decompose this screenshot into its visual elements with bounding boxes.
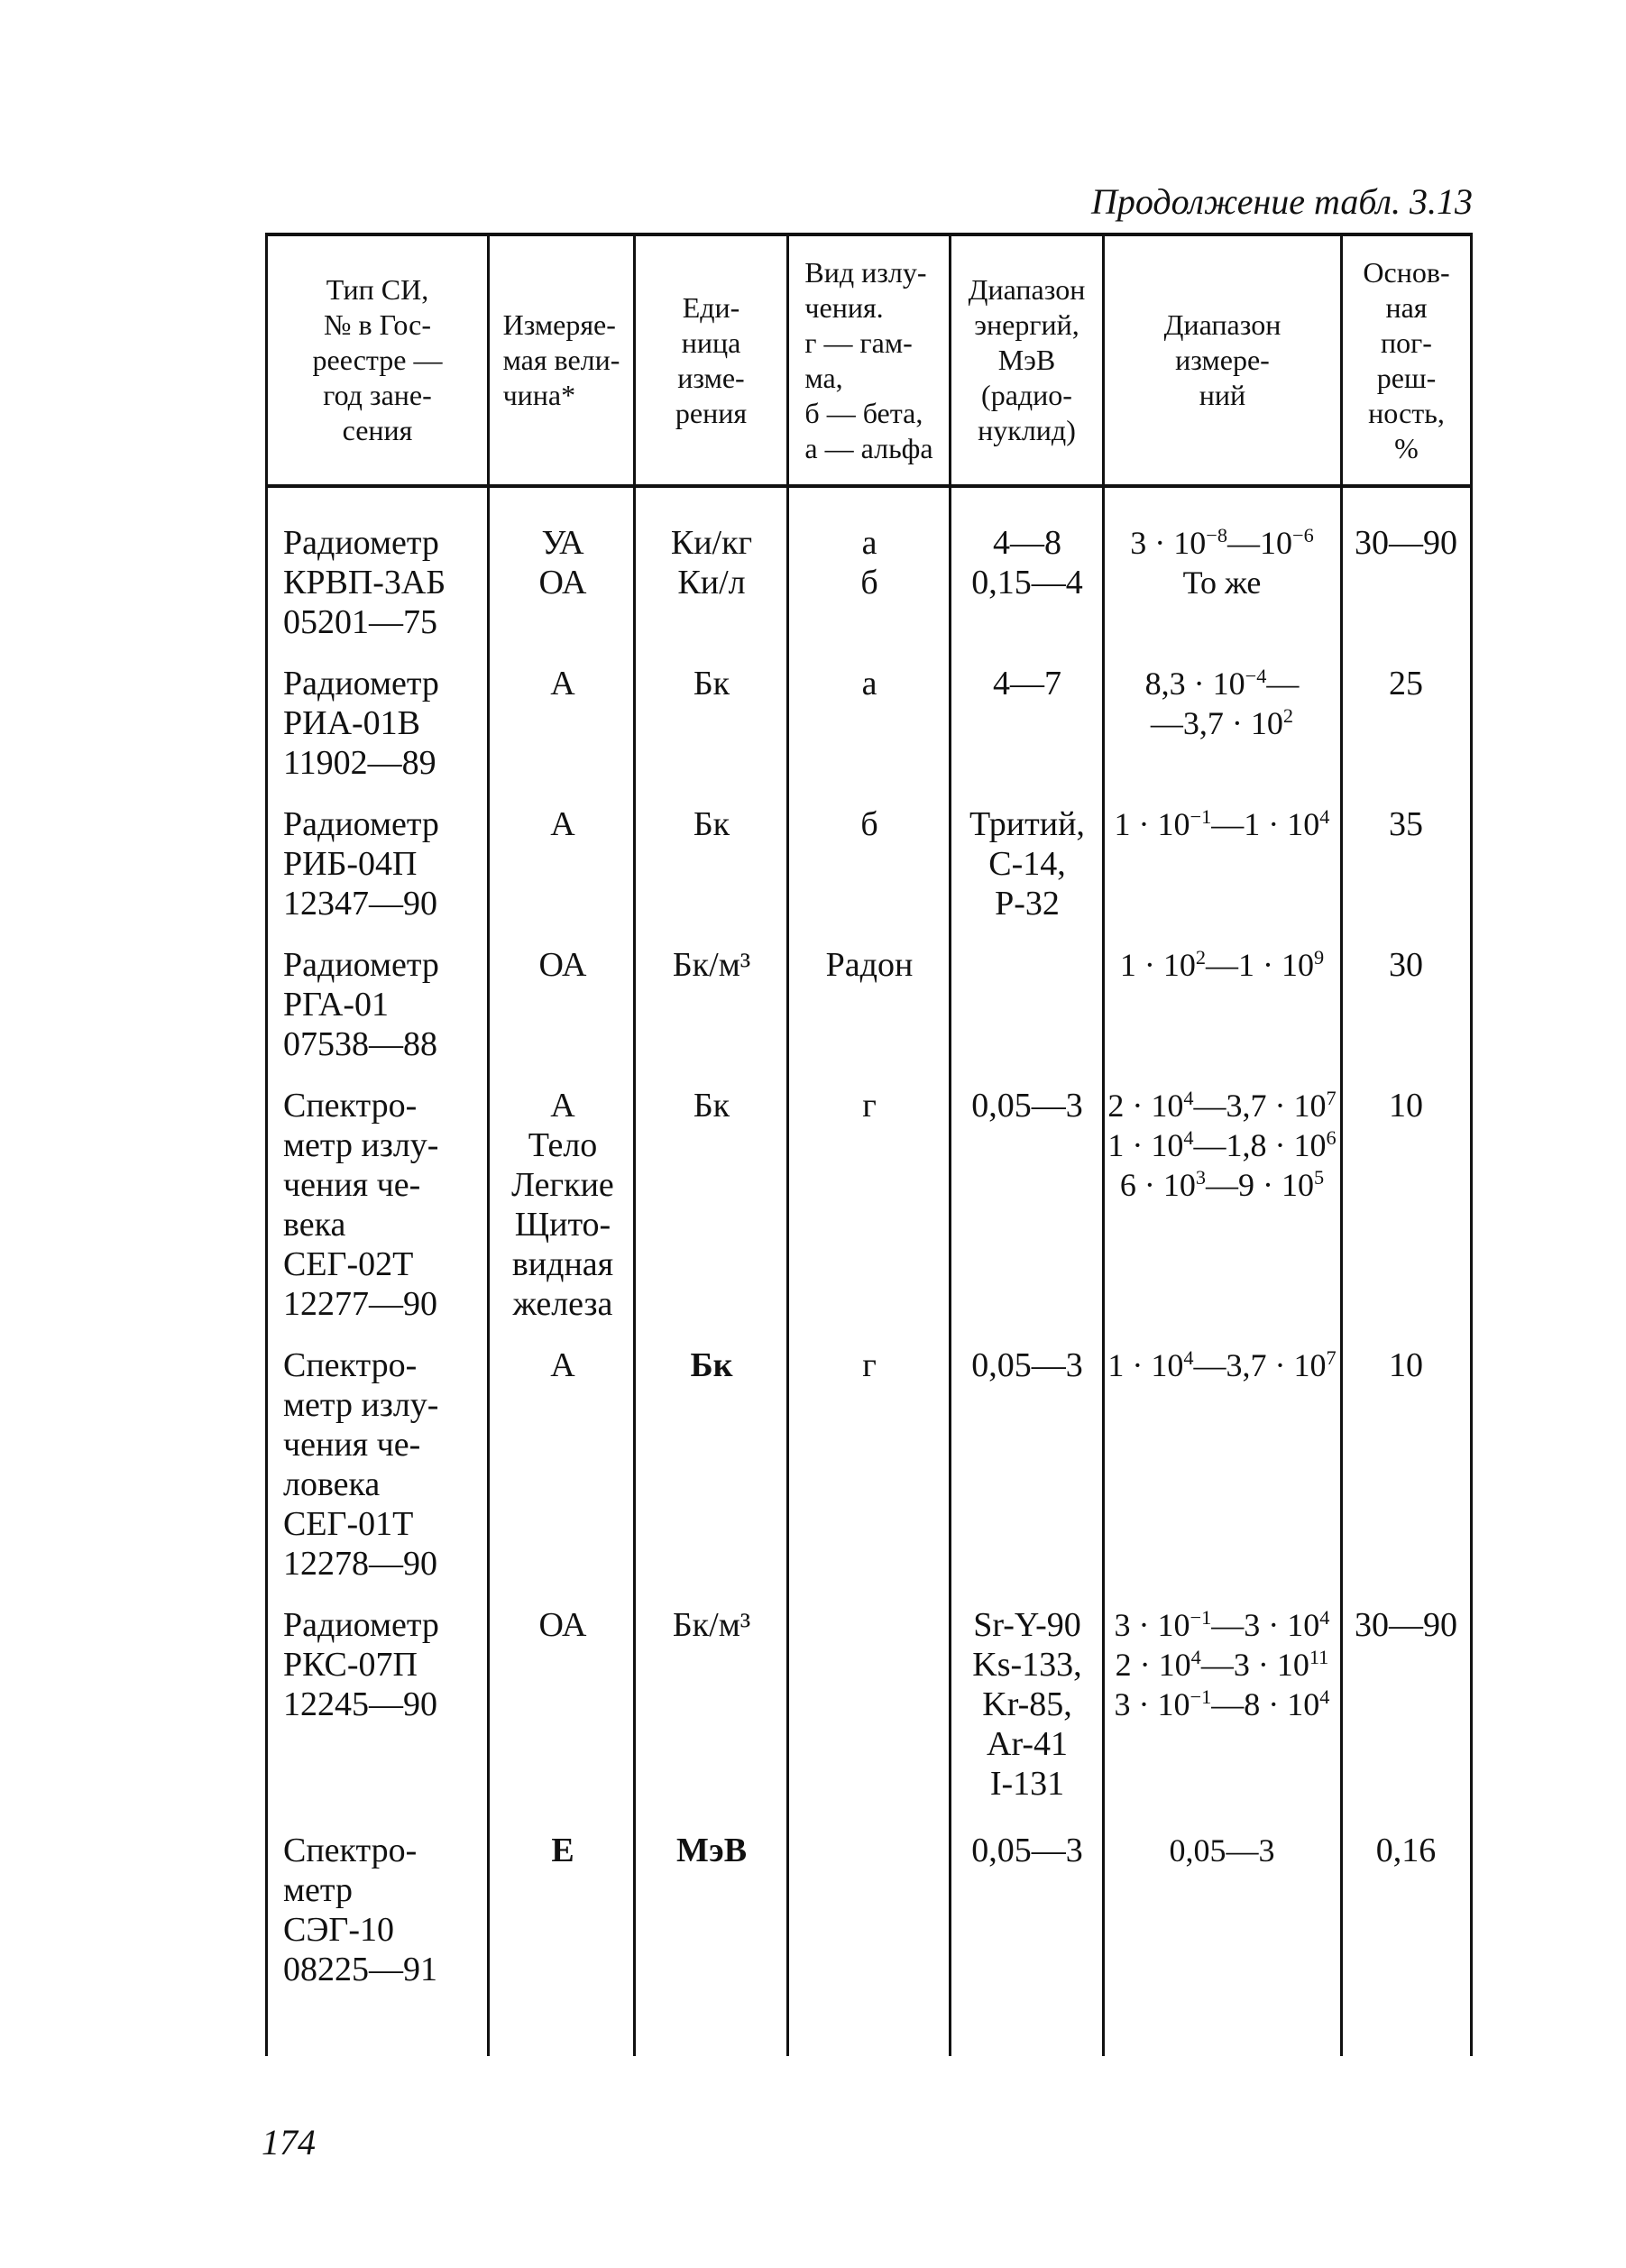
cell-measurement-range [1106, 523, 1338, 602]
column-rule-left [265, 233, 268, 2056]
header-bottom-rule [265, 484, 1473, 488]
cell-basic-error: 10 [1389, 1346, 1423, 1384]
range-text: —1,8 · 10 [1193, 1127, 1327, 1163]
cell-energy-range: Тритий, С-14, Р-32 [969, 805, 1085, 923]
cell-measured-value: УА ОА [538, 524, 587, 601]
cell-energy-range: 4—7 [993, 665, 1061, 702]
exponent: 4 [1183, 1346, 1194, 1369]
cell-measured-value: А [550, 1346, 575, 1384]
header-measurement-range: Диапазон измере- ний [1163, 308, 1282, 411]
range-text: 3 · 10 [1114, 1686, 1190, 1722]
exponent: 5 [1314, 1166, 1325, 1189]
range-text: 6 · 10 [1119, 1167, 1196, 1203]
range-line [1106, 1645, 1338, 1685]
cell-unit: МэВ [675, 1832, 748, 1869]
exponent: 4 [1319, 1606, 1330, 1629]
exponent: −1 [1190, 805, 1212, 828]
cell-energy-range: 0,05—3 [971, 1346, 1083, 1384]
exponent: −1 [1190, 1606, 1212, 1629]
cell-measurement-range [1106, 664, 1338, 743]
range-text: — [1266, 666, 1300, 702]
exponent: −4 [1245, 665, 1267, 687]
exponent: 4 [1183, 1126, 1194, 1149]
cell-unit: Бк/м³ [672, 946, 751, 984]
range-text: —9 · 10 [1206, 1167, 1314, 1203]
exponent: 4 [1190, 1646, 1201, 1668]
cell-radiation-type: б [860, 805, 878, 843]
column-rule-right [1470, 233, 1473, 2056]
cell-measured-value: ОА [538, 946, 587, 984]
cell-unit: Бк/м³ [672, 1606, 751, 1644]
range-line [1106, 804, 1338, 844]
range-line [1106, 1831, 1338, 1870]
range-line [1106, 523, 1338, 563]
cell-energy-range: 0,05—3 [971, 1087, 1083, 1125]
cell-unit: Бк [690, 1346, 733, 1384]
cell-measurement-range [1106, 1605, 1338, 1724]
cell-energy-range: 0,05—3 [971, 1832, 1083, 1869]
cell-basic-error: 30 [1389, 946, 1423, 984]
range-text: —3,7 · 10 [1193, 1088, 1327, 1124]
range-text: —10 [1227, 525, 1292, 561]
range-text: 8,3 · 10 [1144, 666, 1245, 702]
range-text: 1 · 10 [1114, 806, 1190, 842]
range-line [1106, 703, 1338, 743]
cell-basic-error: 0,16 [1375, 1832, 1437, 1869]
cell-basic-error: 30—90 [1355, 1606, 1457, 1644]
exponent: −8 [1206, 524, 1227, 546]
exponent: 2 [1195, 946, 1206, 969]
range-line [1106, 945, 1338, 985]
header-measured-value: Измеряе- мая вели- чина* [502, 308, 620, 411]
range-text: 0,05—3 [1169, 1832, 1275, 1869]
header-radiation-type: Вид излу- чения. г — гам- ма, б — бета, а — альфа [804, 255, 933, 464]
range-text: —1 · 10 [1211, 806, 1320, 842]
exponent: 7 [1326, 1087, 1337, 1109]
cell-radiation-type: а б [860, 524, 878, 601]
cell-instrument: Радиометр РГА-01 07538—88 [283, 946, 439, 1063]
range-line [1106, 1685, 1338, 1724]
cell-instrument: Радиометр КРВП-3АБ 05201—75 [283, 524, 446, 641]
header-unit: Еди- ница изме- рения [675, 290, 748, 429]
header-basic-error: Основ- ная пог- реш- ность, % [1363, 255, 1450, 464]
cell-measurement-range [1106, 1345, 1338, 1385]
exponent: 4 [1319, 1685, 1330, 1708]
exponent: −1 [1190, 1685, 1212, 1708]
range-line [1106, 1345, 1338, 1385]
cell-basic-error: 25 [1389, 665, 1423, 702]
range-text: —1 · 10 [1206, 947, 1314, 983]
cell-instrument: Радиометр РИА-01В 11902—89 [283, 665, 439, 782]
range-line [1106, 1165, 1338, 1205]
data-table [265, 233, 1473, 2056]
cell-radiation-type: а [861, 665, 877, 702]
exponent: 4 [1183, 1087, 1194, 1109]
header-energy-range: Диапазон энергий, МэВ (радио- нуклид) [968, 273, 1086, 446]
cell-basic-error: 30—90 [1355, 524, 1457, 562]
range-line [1106, 1125, 1338, 1165]
cell-unit: Ки/кг Ки/л [670, 524, 753, 601]
cell-unit: Бк [693, 665, 730, 702]
exponent: −6 [1292, 524, 1314, 546]
cell-instrument: Спектро- метр излу- чения че- века СЕГ-02Т 12277—90 [283, 1087, 439, 1323]
cell-instrument: Радиометр РИБ-04П 12347—90 [283, 805, 439, 923]
cell-measured-value: А [550, 665, 575, 702]
cell-measurement-range [1106, 945, 1338, 985]
cell-instrument: Радиометр РКС-07П 12245—90 [283, 1606, 439, 1723]
exponent: 9 [1314, 946, 1325, 969]
cell-measurement-range [1106, 1086, 1338, 1205]
exponent: 2 [1282, 704, 1294, 727]
cell-measurement-range [1106, 1831, 1338, 1870]
exponent: 7 [1326, 1346, 1337, 1369]
range-text: 3 · 10 [1114, 1607, 1190, 1643]
cell-instrument: Спектро- метр излу- чения че- ловека СЕГ-01Т 12278—90 [283, 1346, 439, 1583]
cell-measured-value: А Тело Легкие Щито- видная железа [511, 1087, 614, 1323]
range-line [1106, 1086, 1338, 1125]
range-text: —3,7 · 10 [1193, 1347, 1327, 1383]
column-rule [786, 233, 789, 2056]
exponent: 3 [1195, 1166, 1206, 1189]
header-type: Тип СИ, № в Гос- реестре — год зане- сения [312, 273, 443, 446]
cell-measurement-range [1106, 804, 1338, 844]
range-text: 2 · 10 [1115, 1647, 1191, 1683]
column-rule [1340, 233, 1343, 2056]
page-number: 174 [262, 2122, 316, 2162]
column-rule [1102, 233, 1105, 2056]
exponent: 6 [1326, 1126, 1337, 1149]
range-text: 2 · 10 [1107, 1088, 1184, 1124]
range-text: 3 · 10 [1130, 525, 1207, 561]
range-text: —3 · 10 [1211, 1607, 1320, 1643]
cell-measured-value: Е [551, 1832, 574, 1869]
cell-measured-value: ОА [538, 1606, 587, 1644]
cell-energy-range: Sr-Y-90 Ks-133, Kr-85, Ar-41 I-131 [972, 1606, 1082, 1803]
range-text: —3,7 · 10 [1150, 705, 1283, 741]
cell-unit: Бк [693, 1087, 730, 1125]
range-text: —8 · 10 [1211, 1686, 1320, 1722]
cell-unit: Бк [693, 805, 730, 843]
range-text: То же [1182, 565, 1262, 601]
range-text: 1 · 10 [1107, 1127, 1184, 1163]
cell-measured-value: А [550, 805, 575, 843]
cell-basic-error: 35 [1389, 805, 1423, 843]
exponent: 4 [1319, 805, 1330, 828]
cell-instrument: Спектро- метр СЭГ-10 08225—91 [283, 1832, 437, 1988]
cell-radiation-type: г [862, 1346, 877, 1384]
range-text: 1 · 10 [1119, 947, 1196, 983]
range-line [1106, 664, 1338, 703]
range-line [1106, 563, 1338, 602]
exponent: 11 [1309, 1646, 1329, 1668]
table-caption: Продолжение табл. 3.13 [1090, 181, 1473, 222]
cell-energy-range: 4—8 0,15—4 [971, 524, 1083, 601]
column-rule [949, 233, 951, 2056]
range-text: 1 · 10 [1107, 1347, 1184, 1383]
range-text: —3 · 10 [1200, 1647, 1309, 1683]
cell-radiation-type: Радон [825, 946, 914, 984]
cell-radiation-type: г [862, 1087, 877, 1125]
range-line [1106, 1605, 1338, 1645]
cell-basic-error: 10 [1389, 1087, 1423, 1125]
